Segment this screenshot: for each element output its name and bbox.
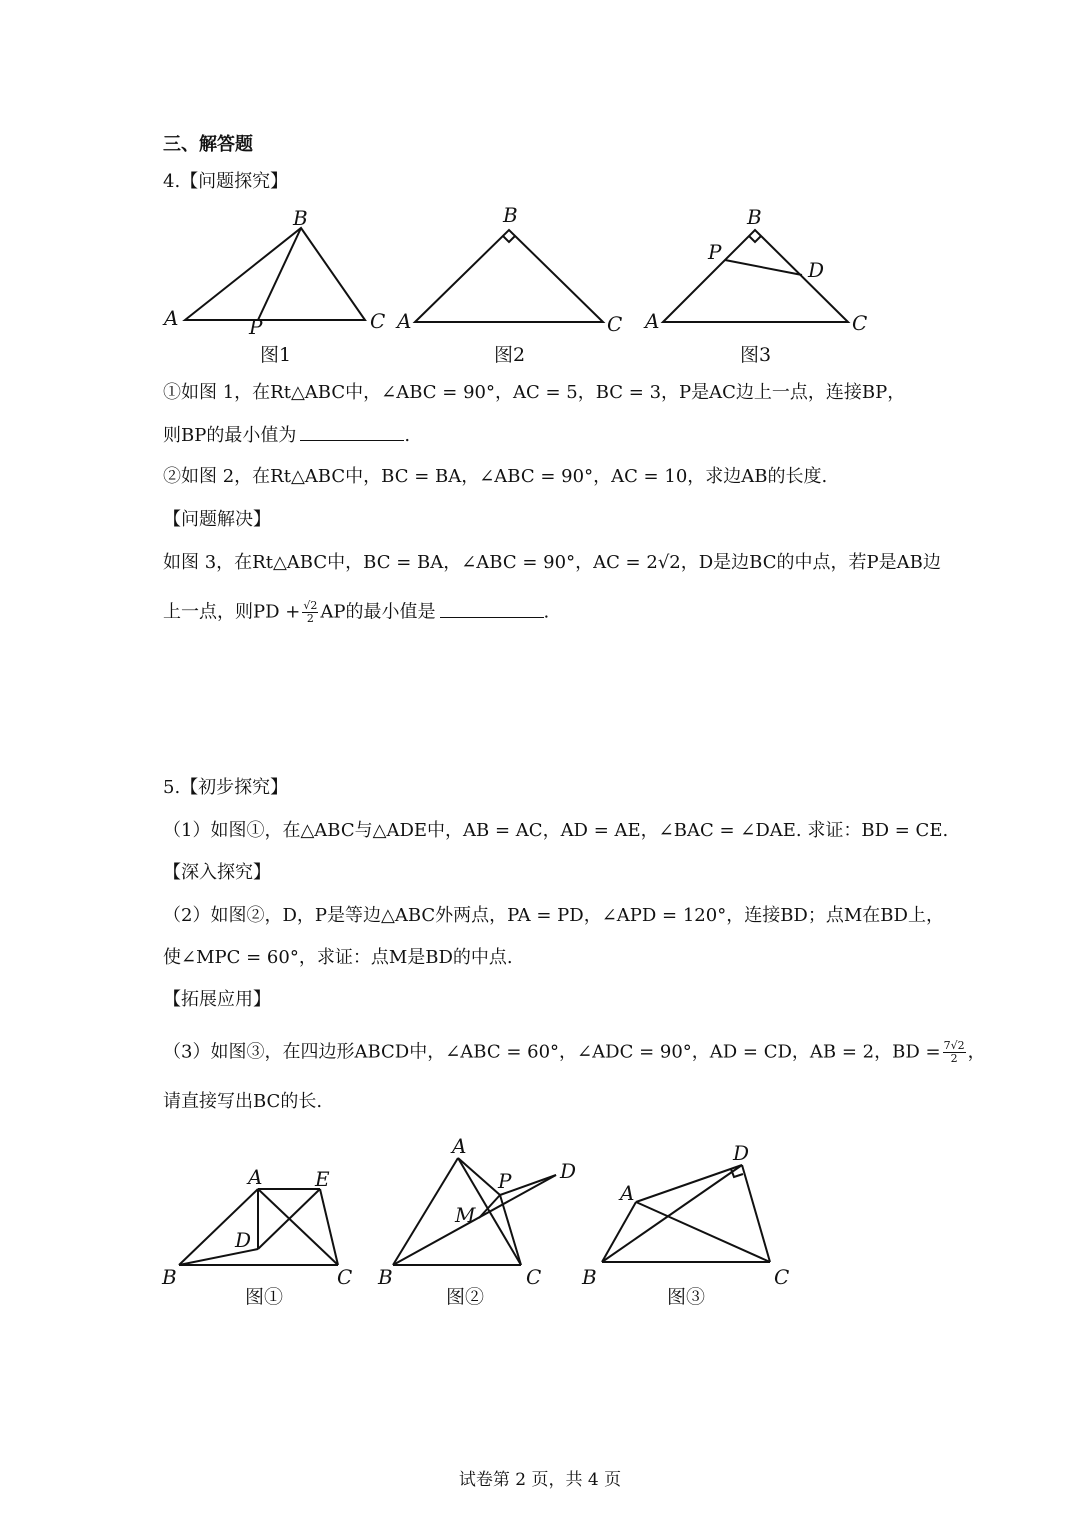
fraction: $\frac{7√2}{2}$: [943, 1039, 965, 1065]
q5-heading: 5.【初步探究】: [163, 777, 289, 798]
fig5-2-label-C: C: [526, 1265, 542, 1289]
fig5-2-label-D: D: [560, 1159, 577, 1183]
q5-part3-line2: 请直接写出BC的长.: [163, 1091, 323, 1112]
fig5-2-ab: [393, 1158, 458, 1265]
fig3-label-P: P: [708, 240, 722, 264]
q5-part2-line2: 使∠MPC = 60°，求证：点M是BD的中点.: [163, 947, 513, 968]
fig5-2-label-A: A: [452, 1134, 467, 1158]
q5-part1: （1）如图①，在△ABC与△ADE中，AB = AC，AD = AE，∠BAC = ∠DAE. 求证：BD = CE.: [163, 820, 949, 841]
q4-heading: 4.【问题探究】: [163, 171, 289, 192]
fig1-bp-segment: [258, 228, 301, 320]
fig2-label-A: A: [397, 309, 412, 333]
q5-part2-line1: （2）如图②，D，P是等边△ABC外两点，PA = PD，∠APD = 120°，连接BD；点M在BD上，: [163, 905, 944, 926]
fig1-label-C: C: [370, 309, 386, 333]
fig5-1-label-D: D: [235, 1228, 252, 1252]
q5-part3-line1: （3）如图③，在四边形ABCD中，∠ABC = 60°，∠ADC = 90°，AD = CD，AB = 2，BD = $\frac{7√2}{2}$ ，: [163, 1039, 986, 1065]
q5-deep-heading: 【深入探究】: [163, 862, 271, 883]
fig5-2-label-B: B: [378, 1265, 393, 1289]
q4-solve-line1: 如图 3，在Rt△ABC中，BC = BA，∠ABC = 90°，AC = 2√2，D是边BC的中点，若P是AB边: [163, 552, 941, 573]
fig2-right-angle: [503, 236, 515, 242]
fig5-1-label-C: C: [337, 1265, 353, 1289]
section-title: 三、解答题: [163, 134, 253, 155]
q4-figures: [0, 190, 1080, 570]
q5-ext-heading: 【拓展应用】: [163, 989, 271, 1010]
fig3-label-B: B: [747, 205, 762, 229]
fig5-1-ec: [320, 1189, 338, 1265]
fig5-3-dc: [742, 1165, 770, 1262]
q4-solve-line2: 上一点，则PD + $\frac{√2}{2}$ AP的最小值是 .: [163, 599, 550, 625]
fig3-label-C: C: [852, 311, 868, 335]
fig3-right-angle: [749, 236, 761, 242]
fig2-triangle: [415, 230, 603, 322]
answer-blank[interactable]: [440, 601, 544, 618]
q4-part2: ②如图 2，在Rt△ABC中，BC = BA，∠ABC = 90°，AC = 10，求边AB的长度.: [163, 466, 828, 487]
fig1-caption: 图1: [260, 344, 292, 366]
page-footer: 试卷第 2 页，共 4 页: [458, 1470, 622, 1490]
q5-figures: [0, 1130, 1080, 1330]
q4-part1-line2: 则BP的最小值为 .: [163, 425, 411, 446]
fig5-1-label-B: B: [162, 1265, 177, 1289]
q4-solve-heading: 【问题解决】: [163, 509, 271, 530]
q4-part1: ①如图 1，在Rt△ABC中，∠ABC = 90°，AC = 5，BC = 3，P是AC边上一点，连接BP，: [163, 382, 906, 403]
fig5-3-bd: [602, 1165, 742, 1262]
fig1-label-P: P: [249, 315, 263, 339]
fig5-3-ab: [602, 1202, 636, 1262]
fig5-1-ac: [258, 1189, 338, 1265]
fig5-1-caption: 图①: [245, 1286, 284, 1308]
fig5-2-label-M: M: [455, 1203, 476, 1227]
fig3-label-A: A: [645, 309, 660, 333]
fig3-pd-segment: [725, 260, 802, 275]
fig2-label-B: B: [503, 203, 518, 227]
fig5-3-label-C: C: [774, 1265, 790, 1289]
fig3-caption: 图3: [740, 344, 772, 366]
fig5-3-label-D: D: [733, 1141, 750, 1165]
fig5-3-label-A: A: [620, 1181, 635, 1205]
fig5-3-ad: [636, 1165, 742, 1202]
fig2-caption: 图2: [494, 344, 526, 366]
fig1-label-B: B: [293, 206, 308, 230]
fig5-1-label-A: A: [248, 1165, 263, 1189]
fig5-2-label-P: P: [498, 1169, 512, 1193]
fig2-label-C: C: [607, 312, 623, 336]
fig5-2-pc: [500, 1195, 521, 1265]
fig5-3-ac: [636, 1202, 770, 1262]
fig3-label-D: D: [808, 258, 825, 282]
fig5-2-caption: 图②: [446, 1286, 485, 1308]
answer-blank[interactable]: [300, 424, 404, 441]
fig5-3-label-B: B: [582, 1265, 597, 1289]
fig1-label-A: A: [164, 306, 179, 330]
fig1-triangle: [185, 228, 365, 320]
fig5-1-ab: [179, 1189, 258, 1265]
fraction: $\frac{√2}{2}$: [303, 599, 318, 625]
fig5-3-caption: 图③: [667, 1286, 706, 1308]
fig5-1-label-E: E: [315, 1167, 330, 1191]
fig5-2-ap: [458, 1158, 500, 1195]
